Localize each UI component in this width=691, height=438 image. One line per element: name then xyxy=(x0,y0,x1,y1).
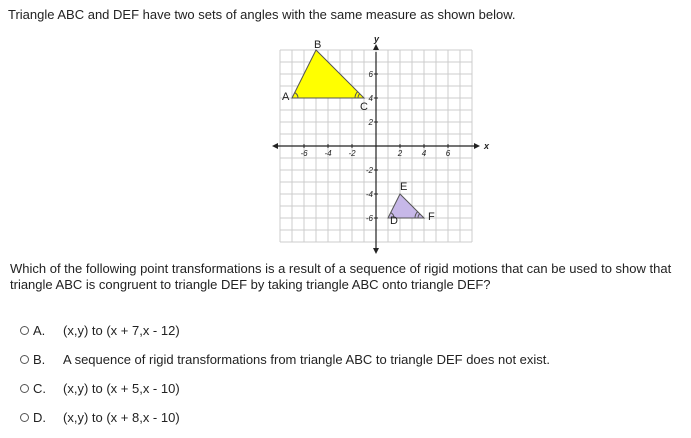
radio-button[interactable] xyxy=(20,413,29,422)
choice-b[interactable] xyxy=(20,351,680,368)
vertex-label: F xyxy=(428,211,435,223)
y-tick-label: 2 xyxy=(368,118,373,127)
choice-a[interactable] xyxy=(20,322,680,339)
x-axis-arrow-right-icon xyxy=(474,143,480,149)
y-axis-label: y xyxy=(374,34,380,44)
x-axis-label: x xyxy=(484,141,490,151)
answer-choices xyxy=(20,322,680,438)
choice-letter: C. xyxy=(33,381,46,396)
vertex-label: B xyxy=(314,39,322,51)
radio-button[interactable] xyxy=(20,326,29,335)
y-tick-label: -4 xyxy=(365,190,373,199)
coordinate-plane xyxy=(280,34,490,242)
choice-text: (x,y) to (x + 8,x - 10) xyxy=(63,410,180,425)
y-tick-label: -6 xyxy=(365,214,373,223)
x-tick-label: -6 xyxy=(300,149,308,158)
x-axis-arrow-left-icon xyxy=(272,143,278,149)
choice-letter: A. xyxy=(33,323,46,338)
coordinate-graph xyxy=(280,34,490,242)
x-tick-label: 4 xyxy=(421,149,427,158)
y-axis-arrow-up-icon xyxy=(373,44,379,50)
x-tick-label: 6 xyxy=(445,149,451,158)
x-tick-label: -2 xyxy=(348,149,356,158)
vertex-label: C xyxy=(360,101,368,113)
choice-text: (x,y) to (x + 7,x - 12) xyxy=(63,323,180,338)
choice-text: (x,y) to (x + 5,x - 10) xyxy=(63,381,180,396)
x-tick-label: -4 xyxy=(324,149,332,158)
axes xyxy=(272,34,490,254)
choice-c[interactable] xyxy=(20,380,680,397)
y-tick-label: -2 xyxy=(365,166,373,175)
vertex-label: A xyxy=(282,91,290,103)
x-tick-label: 2 xyxy=(397,149,403,158)
y-axis-arrow-down-icon xyxy=(373,248,379,254)
radio-button[interactable] xyxy=(20,384,29,393)
vertex-label: D xyxy=(390,215,398,227)
y-tick-label: 4 xyxy=(368,94,373,103)
choice-d[interactable] xyxy=(20,409,680,426)
choice-text: A sequence of rigid transformations from triangle ABC to triangle DEF does not exist. xyxy=(63,352,551,367)
choice-letter: B. xyxy=(33,352,46,367)
intro-text: Triangle ABC and DEF have two sets of angles with the same measure as shown below. xyxy=(8,7,516,22)
question-text: Which of the following point transformations is a result of a sequence of rigid motions that can be used to show that triangle ABC is congruent to triangle DEF by taking triangle ABC onto triangle DEF? xyxy=(10,261,672,292)
y-tick-label: 6 xyxy=(368,70,373,79)
choice-letter: D. xyxy=(33,410,46,425)
vertex-label: E xyxy=(400,181,408,193)
radio-button[interactable] xyxy=(20,355,29,364)
